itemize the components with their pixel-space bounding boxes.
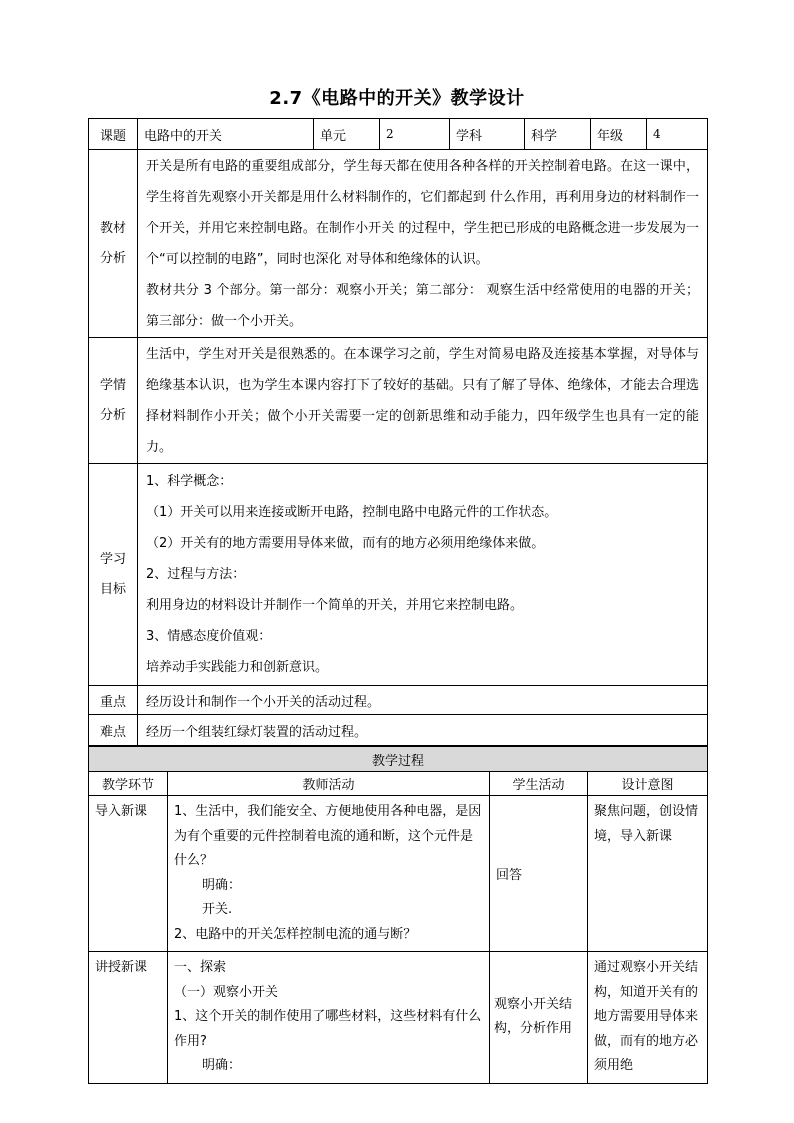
- intent-text: 通过观察小开关结构，知道开关有的地方需要用导体来做，而有的地方必须用绝: [594, 960, 699, 1073]
- difficulty-content: 经历一个组装红绿灯装置的活动过程。: [138, 715, 708, 746]
- teaching-process-table: [88, 746, 708, 1084]
- topic-value: 电路中的开关: [138, 119, 314, 150]
- student-activity-cell: 回答: [490, 796, 588, 952]
- unit-label: 单元: [314, 119, 380, 150]
- unit-value: 2: [380, 119, 450, 150]
- label-line: 教材: [99, 220, 126, 236]
- grade-value: 4: [647, 119, 708, 150]
- paragraph: 教材共分 3 个部分。第一部分：观察小开关；第二部分： 观察生活中经常使用的电器的开关；第三部分：做一个小开关。: [146, 282, 699, 329]
- student-activity-cell: [490, 952, 588, 1084]
- label-line: 分析: [99, 407, 126, 423]
- intent-text: 聚焦问题，创设情境，导入新课: [594, 804, 699, 844]
- objectives-label: [89, 464, 138, 686]
- textbook-analysis-row: [89, 150, 708, 338]
- process-header-row: [89, 772, 708, 796]
- process-title: 教学过程: [89, 747, 708, 772]
- difficulty-row: [89, 715, 708, 746]
- col-header-student: 学生活动: [490, 772, 588, 796]
- label-line: 学情: [99, 377, 126, 393]
- subject-value: 科学: [525, 119, 591, 150]
- process-row: [89, 796, 708, 952]
- objective-line: 利用身边的材料设计并制作一个简单的开关，并用它来控制电路。: [146, 598, 524, 613]
- teacher-activity-cell: [168, 952, 490, 1084]
- teacher-line: 开关.: [202, 902, 233, 917]
- learner-analysis-content: [138, 338, 708, 464]
- label-line: 学习: [99, 551, 126, 567]
- learner-analysis-label: [89, 338, 138, 464]
- design-intent-cell: [588, 952, 708, 1084]
- teacher-line: 明确：: [202, 877, 242, 893]
- objective-line: 3、情感态度价值观：: [146, 629, 272, 644]
- learner-analysis-row: [89, 338, 708, 464]
- key-point-content: 经历设计和制作一个小开关的活动过程。: [138, 686, 708, 715]
- teacher-line: 明确：: [202, 1058, 242, 1073]
- objective-line: 培养动手实践能力和创新意识。: [146, 660, 329, 675]
- col-header-intent: 设计意图: [588, 772, 708, 796]
- grade-label: 年级: [591, 119, 647, 150]
- paragraph: 生活中，学生对开关是很熟悉的。在本课学习之前，学生对简易电路及连接基本掌握，对导体与绝缘基本认识，也为学生本课内容打下了较好的基础。只有了解了导体、绝缘体，才能去合理选择材料制作小开关；做个小开关需要一定的创新思维和动手能力，四年级学生也具有一定的能力。: [146, 346, 699, 455]
- textbook-analysis-label: [89, 150, 138, 338]
- objective-line: 1、科学概念：: [146, 474, 233, 489]
- subject-label: 学科: [450, 119, 525, 150]
- teacher-line: 一、探索: [174, 960, 227, 975]
- teacher-line: 2、电路中的开关怎样控制电流的通与断？: [174, 926, 417, 942]
- header-row: [89, 119, 708, 150]
- teacher-line: 1、这个开关的制作使用了哪些材料，这些材料有什么作用?: [174, 1009, 482, 1049]
- student-text: 观察小开关结构，分析作用: [494, 996, 573, 1037]
- col-header-stage: 教学环节: [89, 772, 168, 796]
- objective-line: 2、过程与方法：: [146, 567, 246, 582]
- label-line: 分析: [99, 250, 126, 266]
- key-point-row: [89, 686, 708, 715]
- paragraph: 开关是所有电路的重要组成部分，学生每天都在使用各种各样的开关控制着电路。在这一课中，学生将首先观察小开关都是用什么材料制作的，它们都起到 什么作用，再利用身边的材料制作一个开关，并用它来控制电路。在制作小开关 的过程中，学生把已形成的电路概念进一步发展为一个“可以控制的电路”，同时也深化 对导体和绝缘体的认识。: [146, 158, 699, 267]
- process-title-row: [89, 747, 708, 772]
- difficulty-label: 难点: [89, 715, 138, 746]
- key-point-label: 重点: [89, 686, 138, 715]
- teacher-line: 1、生活中，我们能安全、方便地使用各种电器，是因为有个重要的元件控制着电流的通和断，这个元件是什么？: [174, 804, 482, 868]
- teacher-activity-cell: [168, 796, 490, 952]
- textbook-analysis-content: [138, 150, 708, 338]
- objective-line: （2）开关有的地方需要用导体来做，而有的地方必须用绝缘体来做。: [146, 536, 545, 551]
- label-line: 目标: [99, 581, 126, 597]
- stage-cell: 导入新课: [89, 796, 168, 952]
- stage-cell: 讲授新课: [89, 952, 168, 1084]
- process-row: [89, 952, 708, 1084]
- document-title: 2.7《电路中的开关》教学设计: [269, 88, 525, 109]
- objectives-content: [138, 464, 708, 686]
- lesson-info-table: [88, 118, 708, 746]
- col-header-teacher: 教师活动: [168, 772, 490, 796]
- teacher-line: （一）观察小开关: [174, 984, 279, 1000]
- objectives-row: [89, 464, 708, 686]
- objective-line: （1）开关可以用来连接或断开电路，控制电路中电路元件的工作状态。: [146, 505, 558, 520]
- topic-label: 课题: [89, 119, 138, 150]
- design-intent-cell: [588, 796, 708, 952]
